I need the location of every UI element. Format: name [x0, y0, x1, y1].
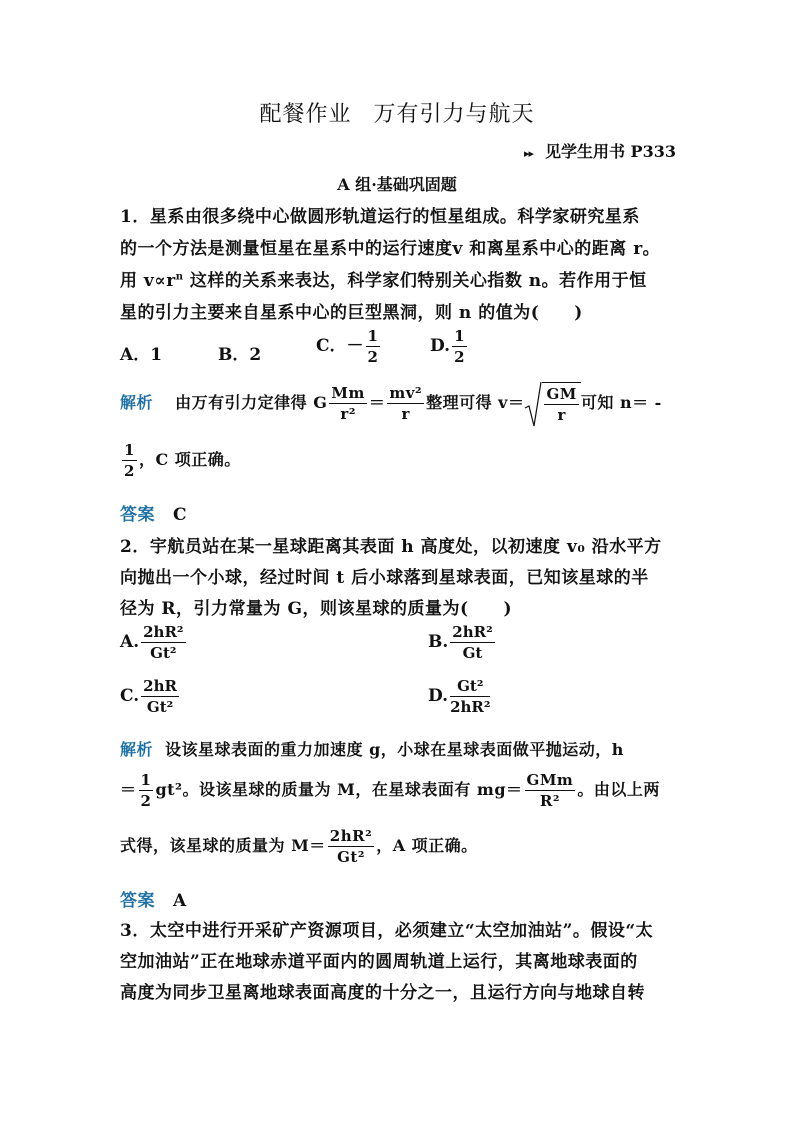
- q1-line-4: 星的引力主要来自星系中心的巨型黑洞，则 n 的值为( ): [120, 303, 583, 323]
- q2-analysis-line-2-fden: R²: [539, 792, 560, 810]
- q1-analysis-text-3: 可知 n＝ -: [580, 393, 662, 412]
- title-part-1: 配餐作业: [259, 102, 352, 127]
- q2-option-b-prefix: B.: [428, 632, 449, 652]
- q1-line-2: 的一个方法是测量恒星在星系中的运行速度v 和离星系中心的距离 r。: [120, 239, 661, 259]
- q1-analysis-eq: ＝: [368, 393, 386, 412]
- q1-option-d-num: 1: [454, 327, 465, 345]
- sqrt-icon: [524, 380, 542, 428]
- q1-answer-label: 答案: [120, 505, 155, 525]
- q1-line-3-a: 用 v∝r: [120, 271, 176, 291]
- q2-analysis-line-2-den: 2: [140, 792, 152, 810]
- q1-option-a: A．1: [120, 345, 163, 365]
- q1-analysis-sqrt-den: r: [557, 406, 566, 424]
- q1-option-c-prefix: C．－: [316, 336, 364, 356]
- reference-text: 见学生用书 P333: [544, 142, 676, 161]
- q2-analysis-line-3-num: 2hR²: [329, 827, 373, 845]
- q1-option-d: [430, 326, 469, 367]
- q1-option-d-prefix: D.: [430, 336, 451, 356]
- q2-option-a-num: 2hR²: [143, 623, 184, 641]
- page-title: [0, 97, 794, 128]
- q2-option-a-den: Gt²: [150, 644, 177, 662]
- q2-option-a-prefix: A.: [120, 632, 140, 652]
- q1-analysis-cont-num: 1: [124, 441, 135, 459]
- q2-option-c-den: Gt²: [146, 698, 174, 716]
- q2-analysis-label: 解析: [120, 740, 154, 759]
- q3-line-3: 高度为同步卫星离地球表面高度的十分之一，且运行方向与地球自转: [120, 983, 645, 1003]
- group-heading: A 组·基础巩固题: [337, 175, 457, 194]
- q2-analysis-line-3-b: ，A 项正确。: [376, 836, 478, 855]
- q2-option-b-num: 2hR²: [452, 623, 493, 641]
- q2-analysis-line-3-a: 式得，该星球的质量为 M＝: [120, 836, 326, 855]
- q1-analysis-frac2-num: mv²: [389, 384, 423, 402]
- q2-option-d-num: Gt²: [450, 676, 490, 697]
- q1-answer-value: C: [173, 505, 188, 525]
- q1-option-b: B．2: [218, 345, 262, 365]
- q1-analysis-label: 解析: [120, 393, 154, 412]
- q1-line-3: [120, 266, 647, 291]
- q2-option-c-prefix: C.: [120, 686, 140, 706]
- q2-line-2: 向抛出一个小球，经过时间 t 后小球落到星球表面，已知该星球的半: [120, 568, 649, 588]
- q2-analysis-line-1-text: 设该星球表面的重力加速度 g，小球在星球表面做平抛运动，h: [165, 740, 624, 759]
- q1-analysis-sqrt: [524, 382, 580, 425]
- q2-analysis-line-1: [120, 737, 624, 760]
- q3-line-2: 空加油站”正在地球赤道平面内的圆周轨道上运行，其离地球表面的: [120, 952, 638, 972]
- q1-line-1: 1．星系由很多绕中心做圆形轨道运行的恒星组成。科学家研究星系: [120, 207, 640, 227]
- textbook-reference: [524, 139, 676, 162]
- q2-option-d-den: 2hR²: [450, 698, 491, 716]
- q1-analysis-frac1-den: r²: [340, 405, 356, 423]
- q3-line-1: 3．太空中进行开采矿产资源项目，必须建立“太空加油站”。假设“太: [120, 921, 654, 941]
- q1-analysis: [120, 382, 662, 425]
- q2-option-d-prefix: D.: [428, 686, 449, 706]
- q1-option-c-den: 2: [367, 348, 378, 366]
- q2-analysis-line-2-a: ＝: [120, 780, 137, 799]
- q2-answer-value: A: [173, 891, 187, 911]
- q1-analysis-text-2: 整理可得 v＝: [426, 393, 525, 412]
- q2-analysis-line-2-num: 1: [140, 771, 152, 789]
- q1-line-3-b: 这样的关系来表达，科学家们特别关心指数 n。若作用于恒: [183, 271, 647, 291]
- q2-analysis-line-2-fnum: GMm: [526, 771, 574, 789]
- q1-analysis-text-1: 由万有引力定律得 G: [175, 393, 328, 412]
- q2-answer: [120, 886, 187, 911]
- q2-option-b: [428, 622, 497, 663]
- title-part-2: 万有引力与航天: [373, 102, 535, 127]
- q2-option-a: [120, 622, 188, 663]
- q1-analysis-continued: [120, 440, 241, 481]
- q1-analysis-frac2-den: r: [401, 405, 410, 423]
- q2-analysis-line-2-c: 。由以上两: [577, 780, 660, 799]
- q2-option-d: [428, 676, 492, 717]
- q1-answer: [120, 500, 187, 525]
- double-arrow-icon: ▸▸: [523, 147, 533, 160]
- q1-analysis-cont-text: ，C 项正确。: [138, 450, 241, 469]
- q1-option-c: [316, 326, 382, 367]
- q2-analysis-line-2-b: gt²。设该星球的质量为 M，在星球表面有 mg＝: [155, 780, 523, 799]
- q2-analysis-line-2: [120, 770, 660, 811]
- q2-option-c-num: 2hR: [143, 677, 177, 695]
- q1-analysis-sqrt-num: GM: [546, 385, 577, 403]
- q1-analysis-frac1-num: Mm: [331, 384, 365, 402]
- q1-option-c-num: 1: [367, 327, 378, 345]
- q2-analysis-line-3: [120, 826, 478, 867]
- q1-analysis-cont-den: 2: [124, 462, 135, 480]
- q2-answer-label: 答案: [120, 891, 155, 911]
- q2-option-c: [120, 676, 181, 717]
- q2-option-b-den: Gt: [462, 644, 483, 662]
- q2-line-1: 2．宇航员站在某一星球距离其表面 h 高度处，以初速度 v₀ 沿水平方: [120, 537, 662, 557]
- q2-analysis-line-3-den: Gt²: [337, 848, 365, 866]
- q1-line-3-sup: n: [175, 271, 184, 283]
- q2-line-3: 径为 R，引力常量为 G，则该星球的质量为( ): [120, 599, 513, 619]
- q1-option-d-den: 2: [454, 348, 465, 366]
